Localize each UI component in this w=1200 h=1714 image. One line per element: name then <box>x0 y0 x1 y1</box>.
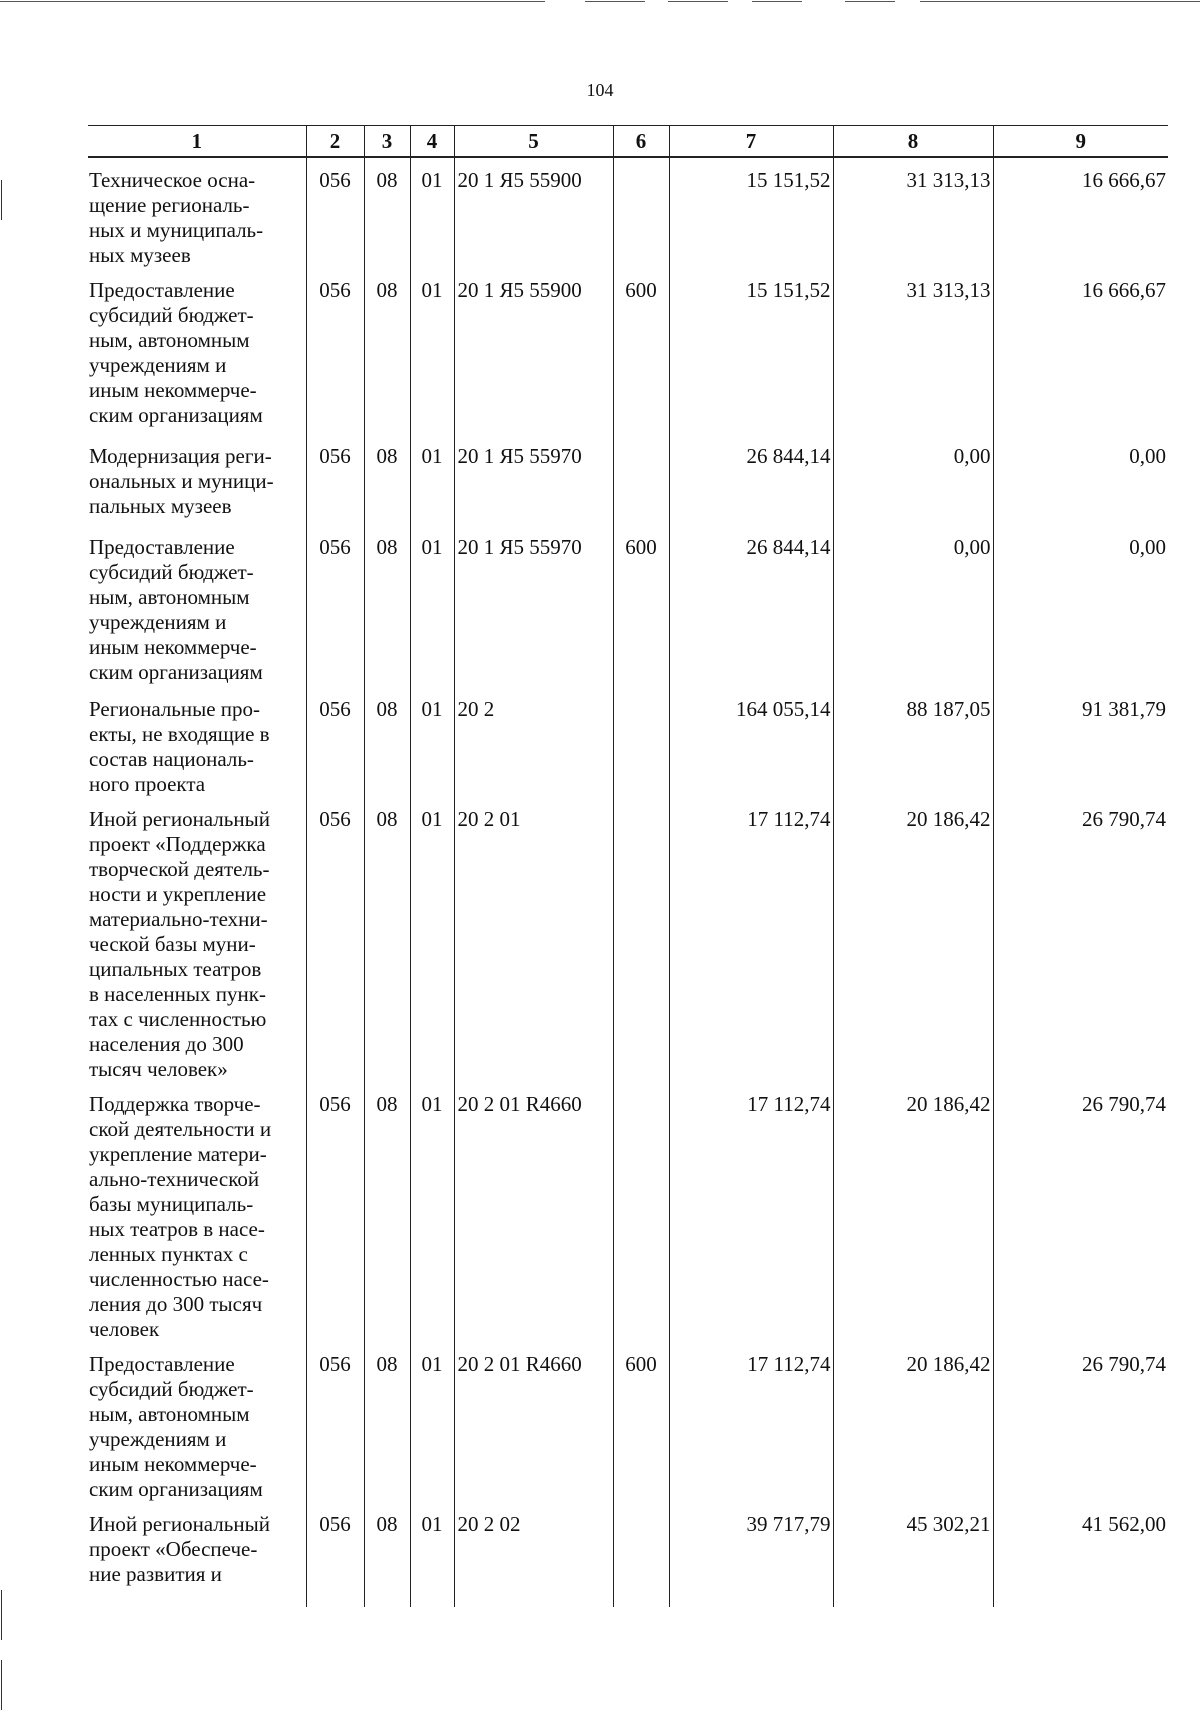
cell-section: 08 <box>364 268 410 434</box>
name-line: ской деятельности и <box>89 1117 272 1141</box>
column-header: 5 <box>454 126 613 158</box>
cell-expense-type: 600 <box>613 525 669 687</box>
cell-target-article: 20 2 <box>454 687 613 797</box>
column-header: 9 <box>993 126 1168 158</box>
cell-target-article: 20 2 01 R4660 <box>454 1342 613 1502</box>
cell-expense-type: 600 <box>613 1342 669 1502</box>
table-row <box>88 1082 1168 1342</box>
name-line: проект «Обеспече- <box>89 1537 258 1561</box>
cell-amount-col9: 26 790,74 <box>993 1342 1168 1502</box>
cell-subsection: 01 <box>410 268 454 434</box>
cell-amount-col7: 15 151,52 <box>669 268 833 434</box>
scan-top-line <box>585 1 645 2</box>
table-row <box>88 1342 1168 1502</box>
name-line: субсидий бюджет- <box>89 303 254 327</box>
column-header: 4 <box>410 126 454 158</box>
table-header-row <box>88 126 1168 158</box>
column-header: 1 <box>88 126 306 158</box>
cell-subsection: 01 <box>410 1502 454 1607</box>
cell-amount-col9: 0,00 <box>993 525 1168 687</box>
table-row <box>88 1502 1168 1607</box>
cell-ministry-code: 056 <box>306 1502 364 1607</box>
cell-ministry-code: 056 <box>306 525 364 687</box>
name-line: Региональные про- <box>89 697 261 721</box>
row-name <box>88 797 306 1082</box>
cell-target-article: 20 1 Я5 55970 <box>454 434 613 525</box>
name-line: ного проекта <box>89 772 206 796</box>
row-name <box>88 1342 306 1502</box>
cell-subsection: 01 <box>410 157 454 268</box>
name-line: субсидий бюджет- <box>89 560 254 584</box>
table-row <box>88 687 1168 797</box>
row-name <box>88 1082 306 1342</box>
row-name <box>88 687 306 797</box>
name-line: ных театров в насе- <box>89 1217 265 1241</box>
cell-ministry-code: 056 <box>306 434 364 525</box>
name-line: ленных пунктах с <box>89 1242 248 1266</box>
cell-amount-col7: 26 844,14 <box>669 434 833 525</box>
name-line: численностью насе- <box>89 1267 269 1291</box>
name-line: ным, автономным <box>89 328 250 352</box>
cell-subsection: 01 <box>410 434 454 525</box>
cell-ministry-code: 056 <box>306 157 364 268</box>
name-line: состав националь- <box>89 747 254 771</box>
cell-amount-col8: 31 313,13 <box>833 268 993 434</box>
name-line: пальных музеев <box>89 494 232 518</box>
name-line: ных и муниципаль- <box>89 218 264 242</box>
scan-top-line <box>752 1 802 2</box>
cell-amount-col9: 41 562,00 <box>993 1502 1168 1607</box>
name-line: ским организациям <box>89 403 263 427</box>
cell-amount-col9: 16 666,67 <box>993 157 1168 268</box>
budget-table <box>88 125 1168 1607</box>
column-header: 3 <box>364 126 410 158</box>
cell-section: 08 <box>364 434 410 525</box>
cell-ministry-code: 056 <box>306 268 364 434</box>
cell-ministry-code: 056 <box>306 1342 364 1502</box>
page-number: 104 <box>586 80 614 100</box>
cell-amount-col8: 20 186,42 <box>833 1342 993 1502</box>
cell-amount-col8: 45 302,21 <box>833 1502 993 1607</box>
cell-subsection: 01 <box>410 687 454 797</box>
name-line: Иной региональный <box>89 1512 270 1536</box>
name-line: Предоставление <box>89 535 235 559</box>
name-line: иным некоммерче- <box>89 635 257 659</box>
name-line: Предоставление <box>89 1352 235 1376</box>
name-line: учреждениям и <box>89 1427 227 1451</box>
name-line: человек <box>89 1317 160 1341</box>
name-line: субсидий бюджет- <box>89 1377 254 1401</box>
cell-amount-col7: 39 717,79 <box>669 1502 833 1607</box>
cell-target-article: 20 2 01 <box>454 797 613 1082</box>
table-row <box>88 434 1168 525</box>
cell-target-article: 20 1 Я5 55900 <box>454 268 613 434</box>
scan-margin-mark <box>1 1590 2 1640</box>
name-line: иным некоммерче- <box>89 1452 257 1476</box>
scan-top-line <box>845 1 895 2</box>
cell-amount-col8: 31 313,13 <box>833 157 993 268</box>
name-line: Модернизация реги- <box>89 444 272 468</box>
row-name <box>88 1502 306 1607</box>
row-name <box>88 157 306 268</box>
cell-target-article: 20 2 01 R4660 <box>454 1082 613 1342</box>
cell-expense-type <box>613 434 669 525</box>
cell-target-article: 20 1 Я5 55900 <box>454 157 613 268</box>
name-line: Техническое осна- <box>89 168 256 192</box>
cell-amount-col7: 17 112,74 <box>669 1082 833 1342</box>
cell-amount-col7: 17 112,74 <box>669 1342 833 1502</box>
cell-amount-col7: 26 844,14 <box>669 525 833 687</box>
cell-expense-type <box>613 797 669 1082</box>
column-header: 8 <box>833 126 993 158</box>
column-header: 6 <box>613 126 669 158</box>
cell-expense-type <box>613 1502 669 1607</box>
name-line: творческой деятель- <box>89 857 270 881</box>
cell-expense-type <box>613 1082 669 1342</box>
name-line: ных музеев <box>89 243 191 267</box>
name-line: тах с численностью <box>89 1007 267 1031</box>
cell-section: 08 <box>364 687 410 797</box>
name-line: ности и укрепление <box>89 882 267 906</box>
name-line: материально-техни- <box>89 907 268 931</box>
scan-margin-mark <box>1 180 2 220</box>
cell-expense-type: 600 <box>613 268 669 434</box>
name-line: щение региональ- <box>89 193 250 217</box>
cell-subsection: 01 <box>410 797 454 1082</box>
cell-amount-col9: 91 381,79 <box>993 687 1168 797</box>
cell-section: 08 <box>364 1342 410 1502</box>
name-line: тысяч человек» <box>89 1057 228 1081</box>
cell-ministry-code: 056 <box>306 687 364 797</box>
name-line: ления до 300 тысяч <box>89 1292 263 1316</box>
cell-expense-type <box>613 687 669 797</box>
name-line: ческой базы муни- <box>89 932 256 956</box>
cell-amount-col7: 15 151,52 <box>669 157 833 268</box>
name-line: учреждениям и <box>89 353 227 377</box>
cell-amount-col9: 16 666,67 <box>993 268 1168 434</box>
scan-margin-mark <box>1 1660 2 1710</box>
name-line: учреждениям и <box>89 610 227 634</box>
cell-expense-type <box>613 157 669 268</box>
name-line: Предоставление <box>89 278 235 302</box>
cell-target-article: 20 1 Я5 55970 <box>454 525 613 687</box>
cell-subsection: 01 <box>410 1342 454 1502</box>
scan-top-line <box>920 1 1200 2</box>
cell-amount-col8: 88 187,05 <box>833 687 993 797</box>
column-header: 7 <box>669 126 833 158</box>
name-line: екты, не входящие в <box>89 722 270 746</box>
name-line: ным, автономным <box>89 1402 250 1426</box>
cell-ministry-code: 056 <box>306 797 364 1082</box>
name-line: в населенных пунк- <box>89 982 266 1006</box>
cell-subsection: 01 <box>410 1082 454 1342</box>
column-header: 2 <box>306 126 364 158</box>
cell-amount-col9: 0,00 <box>993 434 1168 525</box>
cell-section: 08 <box>364 797 410 1082</box>
name-line: укрепление матери- <box>89 1142 267 1166</box>
cell-amount-col9: 26 790,74 <box>993 1082 1168 1342</box>
scan-top-line <box>668 1 728 2</box>
name-line: ально-технической <box>89 1167 260 1191</box>
row-name <box>88 434 306 525</box>
table-row <box>88 268 1168 434</box>
cell-target-article: 20 2 02 <box>454 1502 613 1607</box>
name-line: ным, автономным <box>89 585 250 609</box>
cell-section: 08 <box>364 1082 410 1342</box>
name-line: проект «Поддержка <box>89 832 266 856</box>
name-line: ским организациям <box>89 660 263 684</box>
name-line: иным некоммерче- <box>89 378 257 402</box>
name-line: базы муниципаль- <box>89 1192 254 1216</box>
name-line: ципальных театров <box>89 957 262 981</box>
cell-subsection: 01 <box>410 525 454 687</box>
row-name <box>88 525 306 687</box>
table-row <box>88 797 1168 1082</box>
cell-amount-col8: 20 186,42 <box>833 1082 993 1342</box>
cell-amount-col8: 0,00 <box>833 525 993 687</box>
name-line: Иной региональный <box>89 807 270 831</box>
cell-amount-col7: 164 055,14 <box>669 687 833 797</box>
cell-section: 08 <box>364 157 410 268</box>
cell-amount-col7: 17 112,74 <box>669 797 833 1082</box>
table-row <box>88 525 1168 687</box>
cell-section: 08 <box>364 1502 410 1607</box>
name-line: Поддержка творче- <box>89 1092 261 1116</box>
cell-ministry-code: 056 <box>306 1082 364 1342</box>
cell-amount-col8: 20 186,42 <box>833 797 993 1082</box>
name-line: населения до 300 <box>89 1032 244 1056</box>
table-row <box>88 157 1168 268</box>
name-line: ским организациям <box>89 1477 263 1501</box>
name-line: ние развития и <box>89 1562 222 1586</box>
row-name <box>88 268 306 434</box>
name-line: ональных и муници- <box>89 469 274 493</box>
cell-amount-col9: 26 790,74 <box>993 797 1168 1082</box>
cell-section: 08 <box>364 525 410 687</box>
cell-amount-col8: 0,00 <box>833 434 993 525</box>
scan-top-line <box>0 1 545 2</box>
